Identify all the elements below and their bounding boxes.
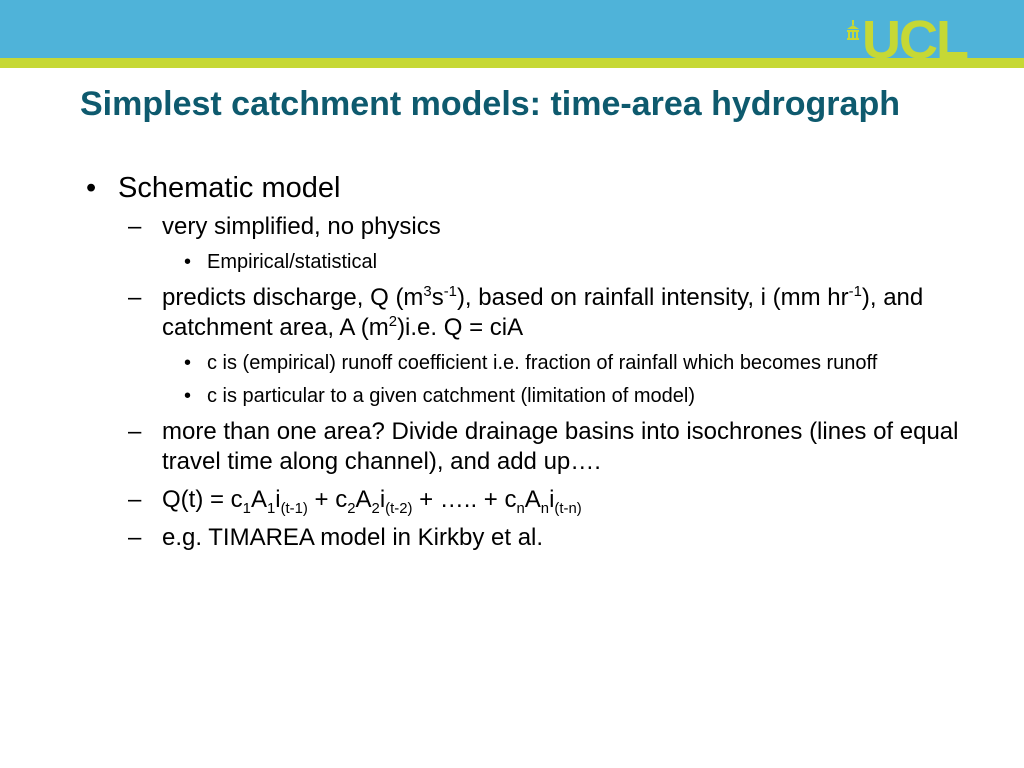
- ucl-logo: [842, 10, 1002, 70]
- bullet-schematic-model: [80, 170, 960, 206]
- bullet-text: e.g. TIMAREA model in Kirkby et al.: [162, 524, 544, 552]
- bullet-text: Schematic model: [118, 172, 341, 204]
- bullet-marker: •: [86, 172, 97, 204]
- bullet-text: Empirical/statistical: [207, 251, 378, 274]
- sub-bullet-timarea: [80, 523, 960, 553]
- sub-bullet-formula: [80, 485, 960, 518]
- dash-marker: –: [128, 486, 142, 514]
- sub-bullet-simplified: [80, 212, 960, 242]
- bullet-text: more than one area? Divide drainage basins into isochrones (lines of equal travel time along channel), and add up….: [162, 418, 959, 476]
- bullet-text: very simplified, no physics: [162, 213, 441, 241]
- dash-marker: –: [128, 284, 142, 312]
- dash-marker: –: [128, 213, 142, 241]
- bullet-text: c is (empirical) runoff coefficient i.e. fraction of rainfall which becomes runoff: [207, 352, 878, 375]
- sub-sub-bullet-empirical: [80, 250, 960, 275]
- formula-text: $Q(t) = c_1A_1i_{(t-1)} + c_2A_2i_{(t-2)}$ + ….. + $c_nA_ni_{(t-n)}$: [162, 486, 582, 518]
- bullet-marker: •: [184, 385, 192, 408]
- sub-bullet-isochrones: [80, 417, 960, 477]
- bullet-text: c is particular to a given catchment (limitation of model): [207, 385, 695, 408]
- bullet-marker: •: [184, 352, 192, 375]
- sub-bullet-predicts-discharge: [80, 283, 960, 343]
- logo-wordmark: UCL: [862, 10, 967, 70]
- sub-sub-bullet-runoff-coefficient: [80, 351, 960, 376]
- sub-sub-bullet-catchment-limitation: [80, 384, 960, 409]
- dash-marker: –: [128, 418, 142, 446]
- slide-body: [80, 170, 960, 561]
- portico-icon: [846, 20, 860, 40]
- slide-title: Simplest catchment models: time-area hydrograph: [80, 85, 900, 123]
- bullet-text: predicts discharge, Q $(m^3s^{-1})$, based on rainfall intensity, i (mm $hr^{-1}$), and catchment area, A $(m^2)i.e$. Q = ciA: [162, 284, 924, 342]
- bullet-marker: •: [184, 251, 192, 274]
- dash-marker: –: [128, 524, 142, 552]
